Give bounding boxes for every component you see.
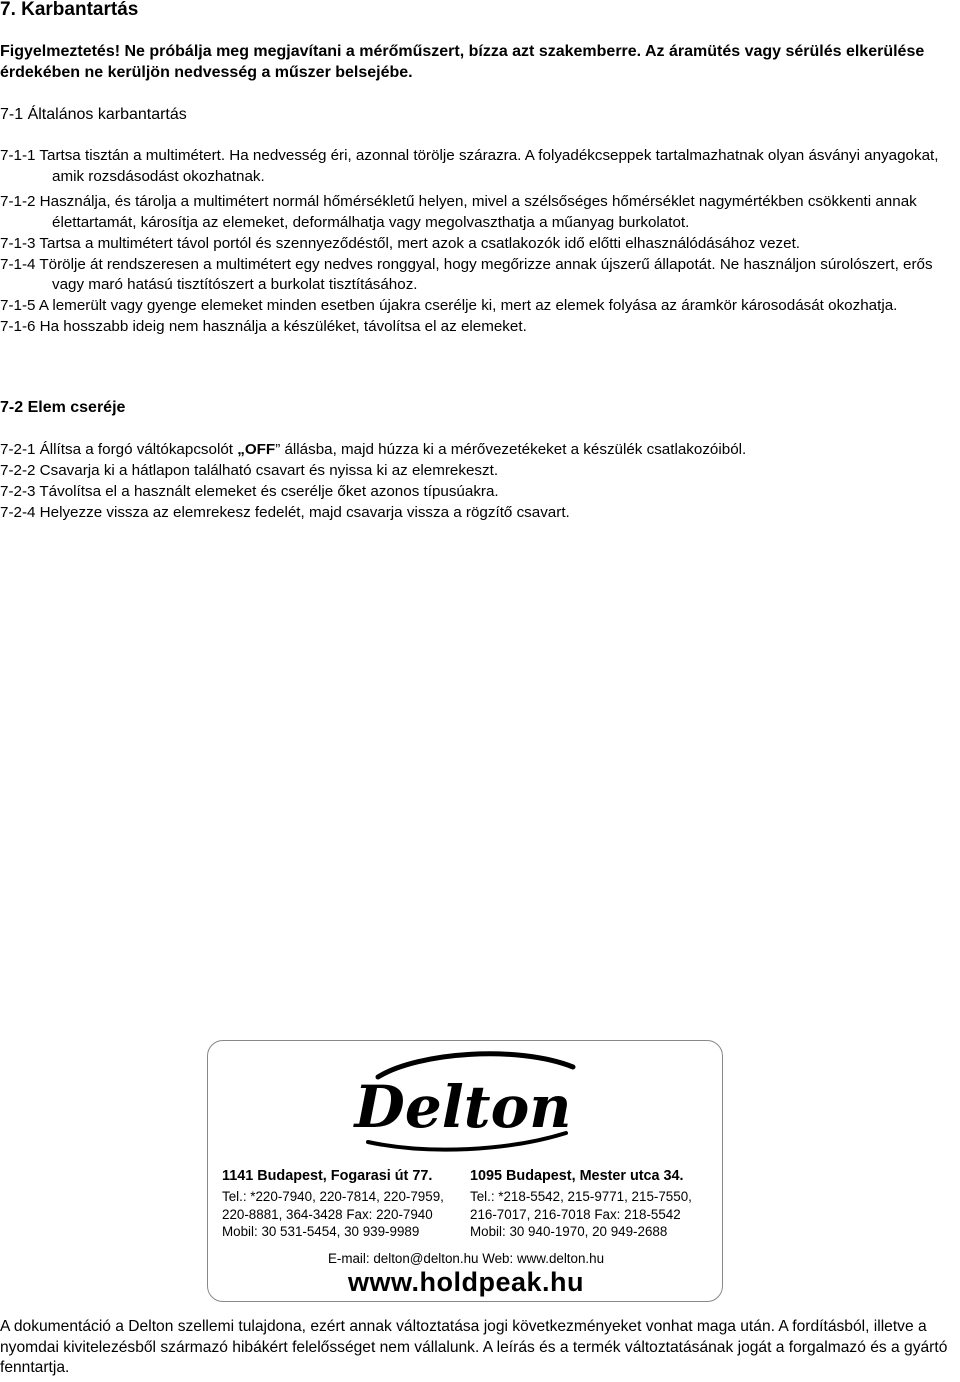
warning-text: Figyelmeztetés! Ne próbálja meg megjavítani a mérőműszert, bízza azt szakemberre. Az áramütés vagy sérülés elkerülése érdekében ne kerüljön nedvesség a műszer belsejébe. [0,43,925,81]
list-item: 7-1-5 A lemerült vagy gyenge elemeket minden esetben újakra cserélje ki, mert az elemek folyása az áramkör károsodását okozhatja. [0,297,898,315]
phone-line: Tel.: *220-7940, 220-7814, 220-7959, [222,1189,444,1205]
list-item [0,440,960,461]
address: 1095 Budapest, Mester utca 34. [470,1168,684,1184]
logo-wordmark: Delton [354,1073,572,1141]
list-item: 7-1-2 Használja, és tárolja a multimétert normál hőmérsékletű helyen, mivel a szélsőséges hőmérséklet nagymértékben csökkenti annak élettartamát, károsítja az elemeket, deformálhatja vagy megolvaszthatja a műanyag burkolatot. [0,192,917,231]
phone-line: 220-8881, 364-3428 Fax: 220-7940 [222,1206,433,1222]
delton-logo [338,1047,588,1157]
list-item: 7-2-4 Helyezze vissza az elemrekesz fedelét, majd csavarja vissza a rögzítő csavart. [0,503,570,521]
list-item: 7-1-6 Ha hosszabb ideig nem használja a készüléket, távolítsa el az elemeket. [0,318,527,336]
list-item: 7-1-1 Tartsa tisztán a multimétert. Ha nedvesség éri, azonnal törölje szárazra. A folyadékcseppek tartalmazhatnak olyan ásványi anyagokat, amik rozsdásodást okozhatnak. [0,147,939,185]
section-title-general-maintenance: 7-1 Általános karbantartás [0,106,187,123]
phone-line: 216-7017, 216-7018 Fax: 218-5542 [470,1206,681,1222]
address: 1141 Budapest, Fogarasi út 77. [222,1168,433,1184]
general-maintenance-list [0,146,960,338]
item-text: 7-2-1 Állítsa a forgó váltókapcsolót [0,441,238,458]
delton-contact-card [207,1040,723,1302]
budapest-mester-contact [470,1168,692,1241]
email-web-line: E-mail: delton@delton.hu Web: www.delton.hu [327,1251,605,1266]
off-label: „OFF [237,441,276,458]
list-item: 7-1-4 Törölje át rendszeresen a multimétert egy nedves ronggyal, hogy megőrizze annak újszerű állapotát. Ne használjon súrolószert, erős vagy maró hatású tisztítószert a burkolat tisztításához. [0,255,933,294]
battery-replacement-list [0,440,960,524]
list-item: 7-2-2 Csavarja ki a hátlapon található csavart és nyissa ki az elemrekeszt. [0,461,499,479]
budapest-fogarasi-contact [222,1168,444,1241]
footer-disclaimer: A dokumentáció a Delton szellemi tulajdona, ezért annak változtatása jogi következményeket vonhat maga után. A fordításból, illetve a nyomdai kivitelezésből származó hibákért felelősséget nem vállalunk. A leírás és a termék változtatásának jogát a forgalmazó és a gyártó fenntartja. [0,1318,948,1376]
phone-line: Tel.: *218-5542, 215-9771, 215-7550, [470,1189,692,1205]
section-title-battery-replacement: 7-2 Elem cseréje [0,399,126,416]
page-heading: 7. Karbantartás [0,0,139,20]
mobile-line: Mobil: 30 531-5454, 30 939-9989 [222,1224,420,1240]
list-item: 7-2-3 Távolítsa el a használt elemeket és cserélje őket azonos típusúakra. [0,482,499,500]
website-url: www.holdpeak.hu [347,1267,584,1297]
mobile-line: Mobil: 30 940-1970, 20 949-2688 [470,1224,668,1240]
list-item: 7-1-3 Tartsa a multimétert távol portól és szennyeződéstől, mert azok a csatlakozók idő előtti elhasználódásához vezet. [0,234,801,252]
item-text: ” állásba, majd húzza ki a mérővezetékeket a készülék csatlakozóiból. [275,441,747,458]
